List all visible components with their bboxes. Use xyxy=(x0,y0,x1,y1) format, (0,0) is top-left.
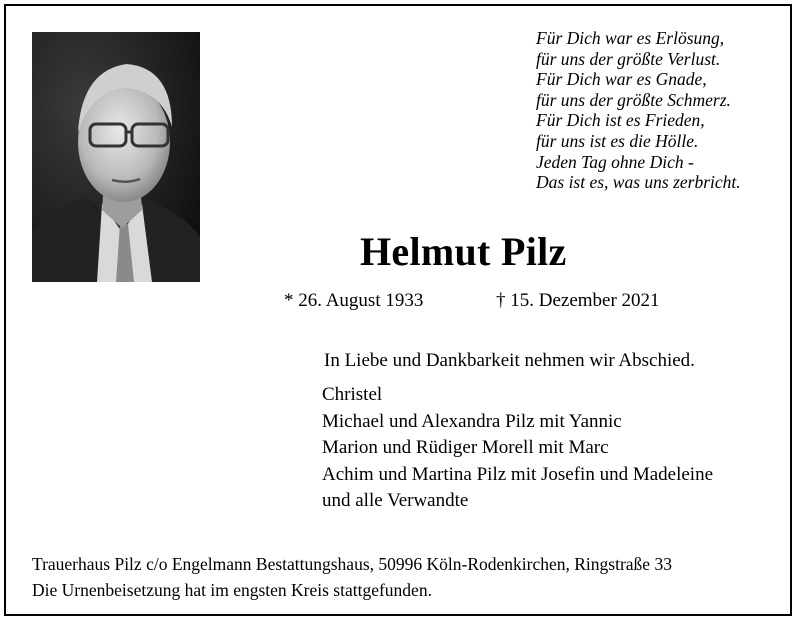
deceased-name: Helmut Pilz xyxy=(360,229,567,274)
family-member: Marion und Rüdiger Morell mit Marc xyxy=(322,437,609,458)
poem-line: für uns der größte Verlust. xyxy=(536,48,721,69)
portrait-photo xyxy=(32,32,200,282)
poem-line: für uns der größte Schmerz. xyxy=(536,89,731,110)
poem-line: für uns ist es die Hölle. xyxy=(536,130,699,151)
poem-line: Das ist es, was uns zerbricht. xyxy=(536,172,741,193)
family-member: und alle Verwandte xyxy=(322,490,469,511)
death-date: † 15. Dezember 2021 xyxy=(496,290,660,311)
burial-note: Die Urnenbeisetzung hat im engsten Kreis stattgefunden. xyxy=(32,580,432,600)
family-member: Christel xyxy=(322,384,383,405)
poem-line: Für Dich war es Gnade, xyxy=(536,69,707,90)
farewell-text: In Liebe und Dankbarkeit nehmen wir Abschied. xyxy=(324,350,695,371)
obituary-frame xyxy=(4,4,792,616)
poem-line: Für Dich war es Erlösung, xyxy=(536,28,725,48)
birth-date: * 26. August 1933 xyxy=(284,290,424,311)
poem xyxy=(536,28,741,193)
poem-line: Jeden Tag ohne Dich - xyxy=(536,151,694,172)
family-member: Michael und Alexandra Pilz mit Yannic xyxy=(322,410,622,432)
footer xyxy=(32,551,672,603)
mourning-address: Trauerhaus Pilz c/o Engelmann Bestattungshaus, 50996 Köln-Rodenkirchen, Ringstraße 33 xyxy=(32,554,672,574)
family-list xyxy=(322,382,713,515)
portrait-photo-icon xyxy=(32,32,200,282)
family-member: Achim und Martina Pilz mit Josefin und Madeleine xyxy=(322,463,714,485)
poem-line: Für Dich ist es Frieden, xyxy=(536,110,705,131)
